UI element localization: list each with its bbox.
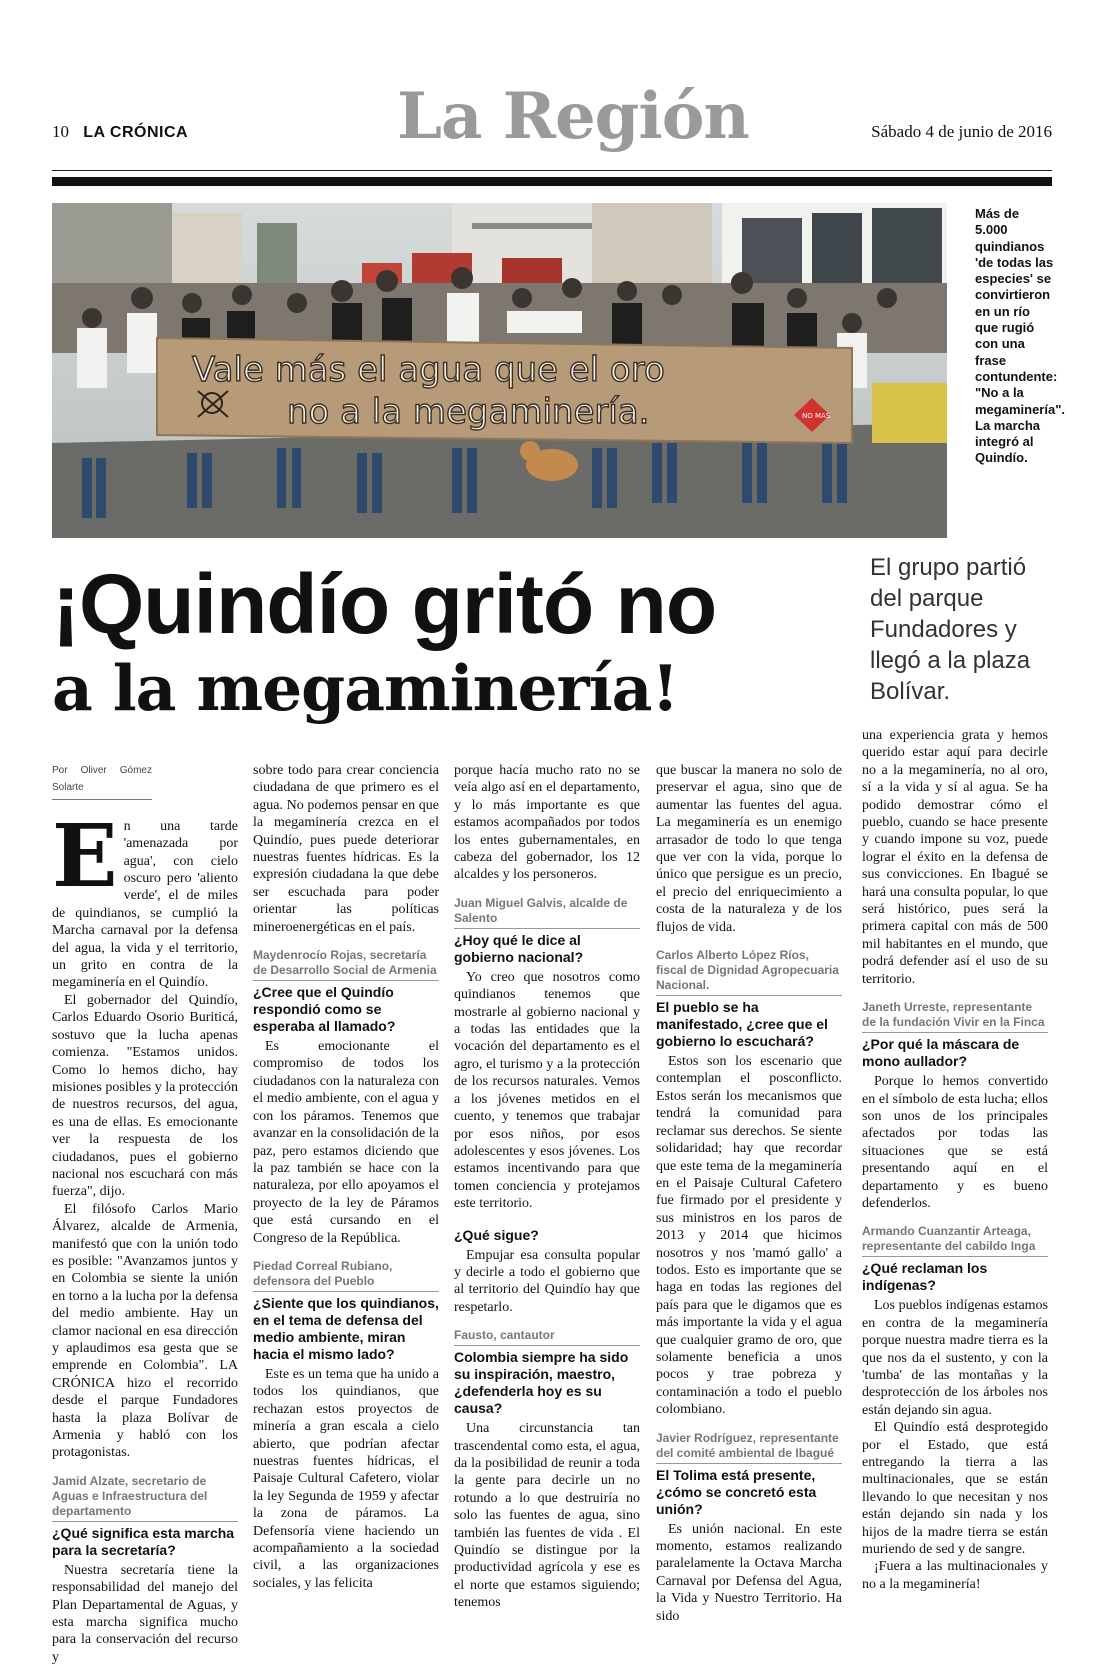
interview-answer: Empujar esa consulta popular y decirle a todo el gobierno que al territorio del Quindío hay que respetarlo.: [454, 1247, 640, 1315]
headline-line2: a la megaminería!: [52, 651, 679, 725]
speaker-label: Maydenrocío Rojas, secretaría de Desarrollo Social de Armenia: [253, 948, 439, 981]
paragraph: El filósofo Carlos Mario Álvarez, alcalde de Armenia, manifestó que con la unión todo es posible: "Avanzamos juntos y en Colombia se siente la unión en torno a la lucha por la defensa del medio ambiente. Hay un clamor nacional en esa dirección y aplaudimos esa gesta que se emprende en Colombia". LA CRÓNICA hizo el recorrido desde el parque Fundadores hasta la plaza Bolívar de Armenia y habló con los protagonistas.: [52, 1201, 238, 1461]
byline: Por Oliver Gómez Solarte: [52, 762, 152, 800]
speaker-label: Piedad Correal Rubiano, defensora del Pueblo: [253, 1259, 439, 1292]
speaker-label: Juan Miguel Galvis, alcalde de Salento: [454, 896, 640, 929]
sticker-text: NO MAS: [802, 412, 831, 420]
interview-question: ¿Qué reclaman los indígenas?: [862, 1260, 988, 1294]
paragraph: El gobernador del Quindío, Carlos Eduardo Osorio Buriticá, sostuvo que la lucha apenas comienza. "Estamos unidos. Como lo hemos dicho, hay misiones posibles y la protección de nuestros recursos, del agua, es una de ellas. Es emocionante ver la respuesta de los ciudadanos, pues el gobierno nacional nos escuchará con más fuerza", dijo.: [52, 992, 238, 1200]
paragraph: porque hacía mucho rato no se veía algo así en el departamento, y lo más importante es que estamos acompañados por todos los entes gubernamentales, en cabeza del gobernador, los 12 alcaldes y los personeros.: [454, 763, 640, 883]
speaker-label: Fausto, cantautor: [454, 1328, 640, 1346]
header-rule-thin: [52, 170, 1052, 171]
interview-answer: ¡Fuera a las multinacionales y no a la megaminería!: [862, 1559, 1048, 1592]
interview-question: ¿Qué significa esta marcha para la secretaría?: [52, 1524, 235, 1558]
paper-name: LA CRÓNICA: [83, 124, 189, 141]
issue-date: Sábado 4 de junio de 2016: [871, 122, 1052, 141]
interview-answer: El Quindío está desprotegido por el Estado, que está entregando la tierra a las multinacionales, que se están llevando lo que necesitan y nos están dejando sin nada y los hijos de la madre tierra se están muriendo de sed y de sangre.: [862, 1420, 1048, 1558]
speaker-label: Carlos Alberto López Ríos, fiscal de Dignidad Agropecuaria Nacional.: [656, 948, 842, 996]
banner-text-line2: no a la megaminería.: [287, 392, 650, 432]
banner-text-line1: Vale más el agua que el oro: [192, 350, 665, 390]
march-photo: [52, 203, 947, 538]
interview-answer: Estos son los escenario que contemplan el posconflicto. Estos serán los mecanismos que tendrá la comunidad para reclamar sus derechos. Se siente solidaridad; hay que recordar que este tema de la megaminería en el Paisaje Cultural Cafetero fue firmado por el presidente y sus ministros en los paros de 2013 y 2014 que hicimos nosotros y nos 'mamó gallo' a todos. Esto es importante que se haga en todas las regiones del país para que le digamos que es más importante la vida y el agua que cualquier gramo de oro, que solamente beneficia a unos pocos y trae pobreza y contaminación a todo el pueblo colombiano.: [656, 1054, 842, 1418]
interview-question: El pueblo se ha manifestado, ¿cree que el gobierno lo escuchará?: [656, 999, 828, 1050]
interview-answer: Porque lo hemos convertido en el símbolo de esta lucha; ellos son unos de los principales afectados por todas las situaciones que se está presentando aquí en el departamento y es bueno defenderlos.: [862, 1074, 1048, 1211]
header-rule-thick: [52, 177, 1052, 186]
article-column-3: [454, 762, 640, 1611]
speaker-label: Jamid Alzate, secretario de Aguas e Infraestructura del departamento: [52, 1474, 238, 1522]
page-number: 10: [52, 122, 69, 141]
article-column-5: [862, 727, 1048, 1592]
interview-question: ¿Por qué la máscara de mono aullador?: [862, 1036, 1020, 1070]
headline: [52, 557, 862, 728]
interview-answer: Yo creo que nosotros como quindianos tenemos que mostrarle al gobierno nacional y a todas las entidades que la vocación del departamento es el agro, el turismo y a la protección de los recursos naturales. Vemos a los jóvenes metidos en el cuento, y tenemos que trabajar por esos niños, por esos adolescentes y esos jóvenes. Los estamos incentivando para que tomen conciencia y protejamos este territorio.: [454, 969, 640, 1212]
interview-answer: Nuestra secretaría tiene la responsabilidad del manejo del Plan Departamental de Aguas, y esta marcha significa mucho para la conservación del recurso y: [52, 1562, 238, 1665]
interview-answer: Este es un tema que ha unido a todos los quindianos, que rechazan estos proyectos de minería a gran escala a cielo abierto, que podrían afectar nuestras fuentes hídricas, el Paisaje Cultural Cafetero, violar la ley Segunda de 1959 y afectar la zona de páramos. La Defensoría viene haciendo un acompañamiento a la sociedad civil, a las organizaciones sociales, y las felicita: [253, 1366, 439, 1591]
masthead: [52, 79, 1052, 162]
article-column-1: [52, 762, 238, 1665]
interview-question: ¿Qué sigue?: [454, 1226, 539, 1243]
dropcap: E: [52, 805, 118, 907]
interview-answer: Es unión nacional. En este momento, estamos realizando paralelamente la Octava Marcha Carnaval por Defensa del Agua, la Vida y Nuestro Territorio. Ha sido: [656, 1521, 842, 1624]
interview-answer: Es emocionante el compromiso de todos los ciudadanos con la naturaleza con el medio ambiente, con el agua y con los páramos. Tenemos que avanzar en la consolidación de la paz, pero estamos diciendo que la paz también se hace con la naturaleza, por ello apoyamos el proyecto de la ley de Páramos que está cursando en el Congreso de la República.: [253, 1039, 439, 1246]
article-column-2: [253, 762, 439, 1591]
paragraph: n una tarde 'amenazada por agua', con cielo oscuro pero 'aliento verde', el de miles de quindianos, se cumplió la Marcha carnaval por la defensa del agua, la vida y el territorio, un grito en contra de la megaminería en el Quindío.: [52, 818, 238, 991]
section-title: La Región: [397, 79, 749, 154]
interview-answer: Los pueblos indígenas estamos en contra de la megaminería porque nuestra madre tierra es la que nos da el sustento, y con la 'tumba' de las montañas y la desprotección de los árboles nos están dejando sin agua.: [862, 1298, 1048, 1418]
interview-question: ¿Cree que el Quindío respondió como se esperaba al llamado?: [253, 984, 396, 1035]
deck-subtitle: El grupo partió del parque Fundadores y llegó a la plaza Bolívar.: [870, 554, 1031, 705]
speaker-label: Armando Cuanzantir Arteaga, representante del cabildo Inga: [862, 1224, 1048, 1257]
interview-answer: Una circunstancia tan trascendental como esta, el agua, da la posibilidad de reunir a toda la gente para decirle un no rotundo a lo que destruiría no solo las fuentes de agua, sino también las fuentes de vida . El Quindío se distingue por la productividad agrícola y ese es el norte que estamos siguiendo; tenemos: [454, 1421, 640, 1611]
paragraph: sobre todo para crear conciencia ciudadana de que primero es el agua. No podemos pensar en que la megaminería crezca en el Quindío, pues puede deteriorar nuestras fuentes hídricas. Es la expresión ciudadana la que debe ser escuchada para poder orientar las políticas mineroenergéticas en el país.: [253, 763, 439, 935]
speaker-label: Javier Rodríguez, representante del comité ambiental de Ibagué: [656, 1431, 842, 1464]
page-info: [52, 122, 188, 142]
headline-line1: ¡Quindío gritó no: [52, 557, 717, 651]
article-column-4: [656, 762, 842, 1624]
paragraph: una experiencia grata y hemos querido estar aquí para decirle no a la megaminería, no al oro, sí a la vida y sí al agua. Se ha podido demostrar cómo el pueblo, cuando se hace presente y cuando impone su voz, puede lograr el éxito en la defensa de sus convicciones. En Ibagué se hará una consulta popular, lo que será histórico, pues será la primera capital con más de 500 mil habitantes en el mundo, que podrá defender así el uso de su territorio.: [862, 728, 1048, 987]
paragraph: que buscar la manera no solo de preservar el agua, sino que de aumentar las fuentes del agua. La megaminería es un enemigo arrasador de todo lo que tenga que ver con la vida, porque lo único que persigue es un precio, el precio del enriquecimiento a costa de la naturaleza y de los flujos de vida.: [656, 763, 842, 935]
interview-question: ¿Siente que los quindianos, en el tema de defensa del medio ambiente, miran hacia el mismo lado?: [253, 1294, 439, 1362]
speaker-label: Janeth Urreste, representante de la fundación Vivir en la Finca: [862, 1000, 1048, 1033]
interview-question: ¿Hoy qué le dice al gobierno nacional?: [454, 931, 584, 965]
interview-question: El Tolima está presente, ¿cómo se concretó esta unión?: [656, 1466, 817, 1517]
photo-caption: Más de 5.000 quindianos 'de todas las especies' se convirtieron en un río que rugió con una frase contundente: "No a la megaminería". La marcha integró al Quindío.: [975, 206, 1065, 466]
interview-question: Colombia siempre ha sido su inspiración, maestro, ¿defenderla hoy es su causa?: [454, 1349, 629, 1417]
